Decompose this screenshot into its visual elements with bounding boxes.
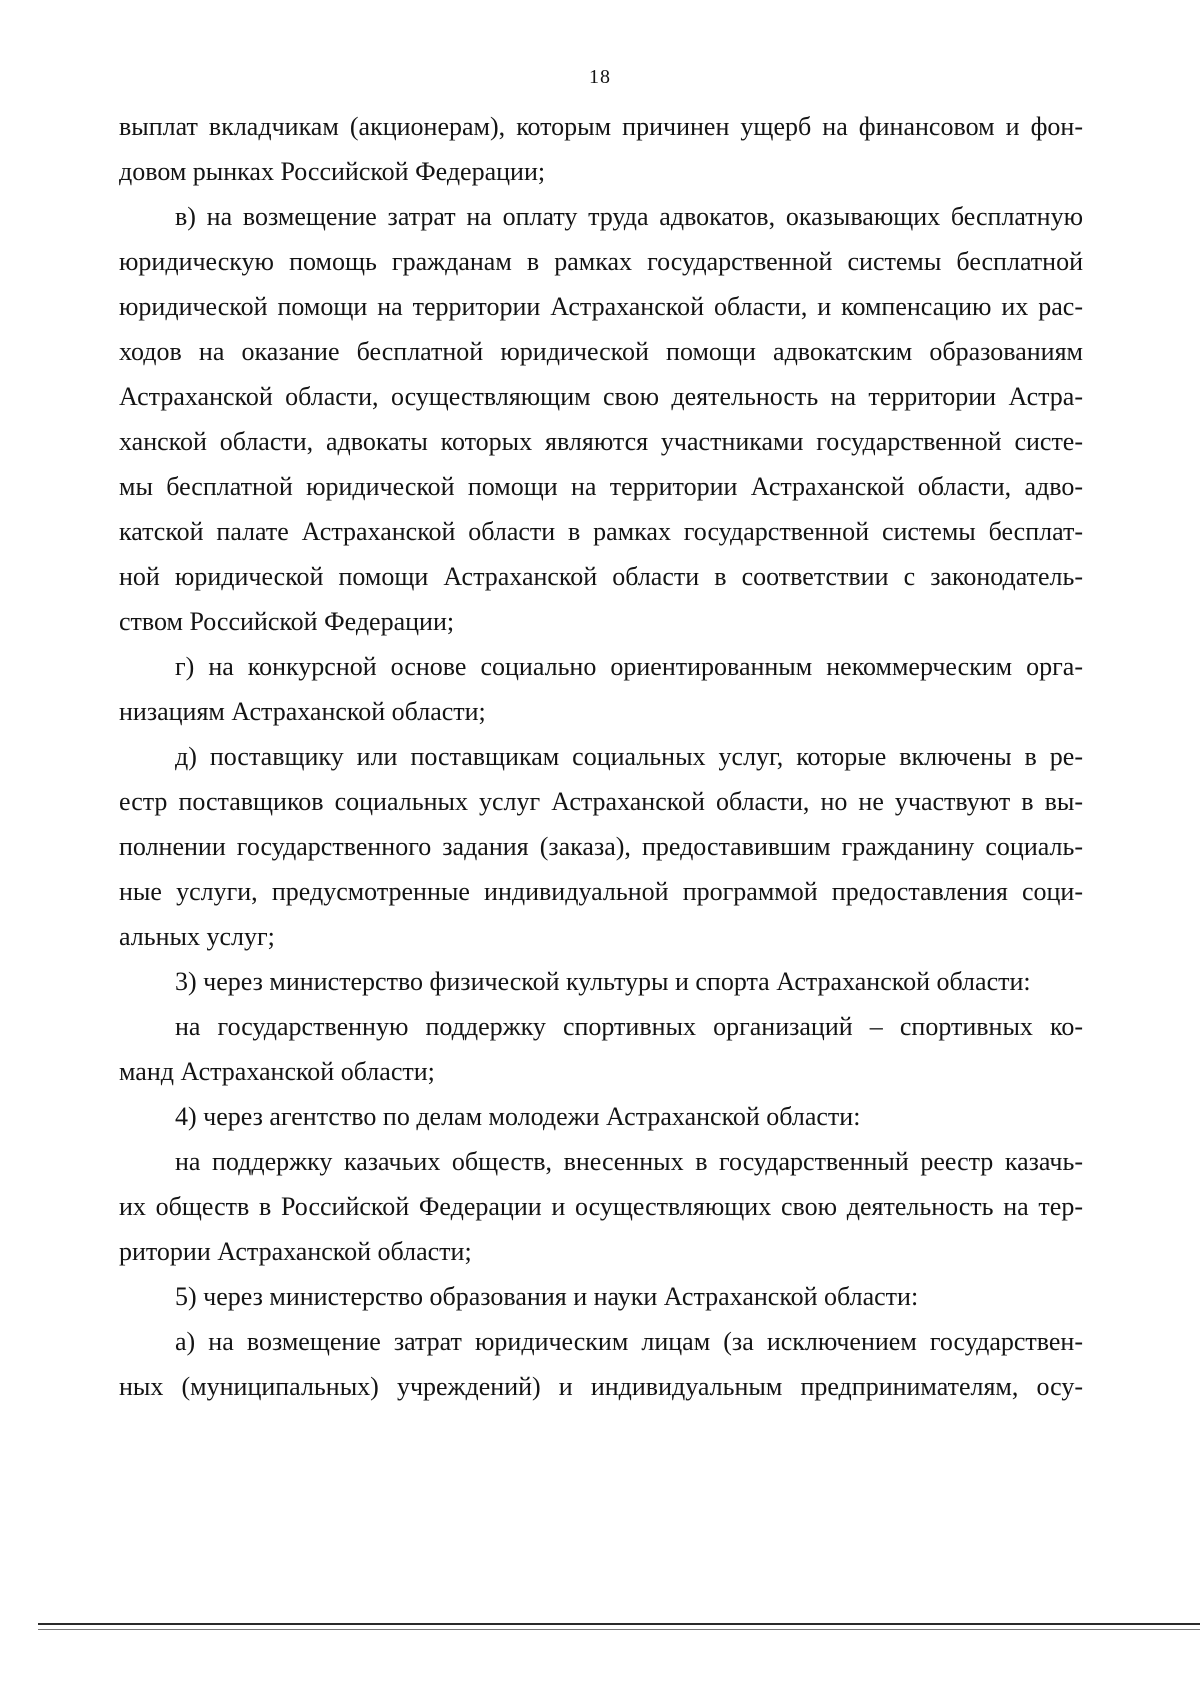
text-line: ных (муниципальных) учреждений) и индивидуальным предпринимателям, осу-: [119, 1372, 1083, 1401]
text-line: на поддержку казачьих обществ, внесенных в государственный реестр казачь-: [175, 1147, 1083, 1176]
text-line: ходов на оказание бесплатной юридической помощи адвокатским образованиям: [119, 337, 1083, 366]
paragraph-item-4: [119, 1094, 1083, 1139]
text-line: выплат вкладчикам (акционерам), которым причинен ущерб на финансовом и фон-: [119, 112, 1083, 141]
paragraph-item-g: [119, 644, 1083, 734]
text-line: низациям Астраханской области;: [119, 697, 486, 726]
text-line: в) на возмещение затрат на оплату труда адвокатов, оказывающих бесплатную: [175, 202, 1083, 231]
text-line: 3) через министерство физической культуры и спорта Астраханской области:: [175, 967, 1031, 996]
paragraph-item-d: [119, 734, 1083, 959]
paragraph-item-5: [119, 1274, 1083, 1319]
text-line: полнении государственного задания (заказа), предоставившим гражданину социаль-: [119, 832, 1083, 861]
paragraph-item-3: [119, 959, 1083, 1004]
paragraph-item-v: [119, 194, 1083, 644]
paragraph-continuation: [119, 104, 1083, 194]
paragraph-item-a: [119, 1319, 1083, 1409]
text-line: их обществ в Российской Федерации и осуществляющих свою деятельность на тер-: [119, 1192, 1083, 1221]
page-number: 18: [589, 66, 611, 88]
text-line: ной юридической помощи Астраханской области в соответствии с законодатель-: [119, 562, 1083, 591]
text-line: юридической помощи на территории Астраханской области, и компенсацию их рас-: [119, 292, 1083, 321]
text-line: манд Астраханской области;: [119, 1057, 435, 1086]
text-line: юридическую помощь гражданам в рамках государственной системы бесплатной: [119, 247, 1083, 276]
bottom-divider: [38, 1623, 1200, 1625]
paragraph-cossack-support: [119, 1139, 1083, 1274]
text-line: ством Российской Федерации;: [119, 607, 455, 636]
document-body: [119, 104, 1083, 1409]
text-line: мы бесплатной юридической помощи на территории Астраханской области, адво-: [119, 472, 1083, 501]
text-line: Астраханской области, осуществляющим свою деятельность на территории Астра-: [119, 382, 1083, 411]
bottom-divider-shadow: [38, 1629, 1200, 1630]
paragraph-sports-support: [119, 1004, 1083, 1094]
text-line: альных услуг;: [119, 922, 275, 951]
text-line: ритории Астраханской области;: [119, 1237, 472, 1266]
text-line: естр поставщиков социальных услуг Астраханской области, но не участвуют в вы-: [119, 787, 1083, 816]
text-line: катской палате Астраханской области в рамках государственной системы бесплат-: [119, 517, 1083, 546]
text-line: 4) через агентство по делам молодежи Астраханской области:: [175, 1102, 861, 1131]
text-line: а) на возмещение затрат юридическим лицам (за исключением государствен-: [175, 1327, 1083, 1356]
text-line: довом рынках Российской Федерации;: [119, 157, 546, 186]
text-line: г) на конкурсной основе социально ориентированным некоммерческим орга-: [175, 652, 1083, 681]
text-line: д) поставщику или поставщикам социальных услуг, которые включены в ре-: [175, 742, 1083, 771]
text-line: ные услуги, предусмотренные индивидуальной программой предоставления соци-: [119, 877, 1083, 906]
text-line: ханской области, адвокаты которых являются участниками государственной систе-: [119, 427, 1083, 456]
text-line: на государственную поддержку спортивных организаций – спортивных ко-: [175, 1012, 1083, 1041]
text-line: 5) через министерство образования и науки Астраханской области:: [175, 1282, 919, 1311]
